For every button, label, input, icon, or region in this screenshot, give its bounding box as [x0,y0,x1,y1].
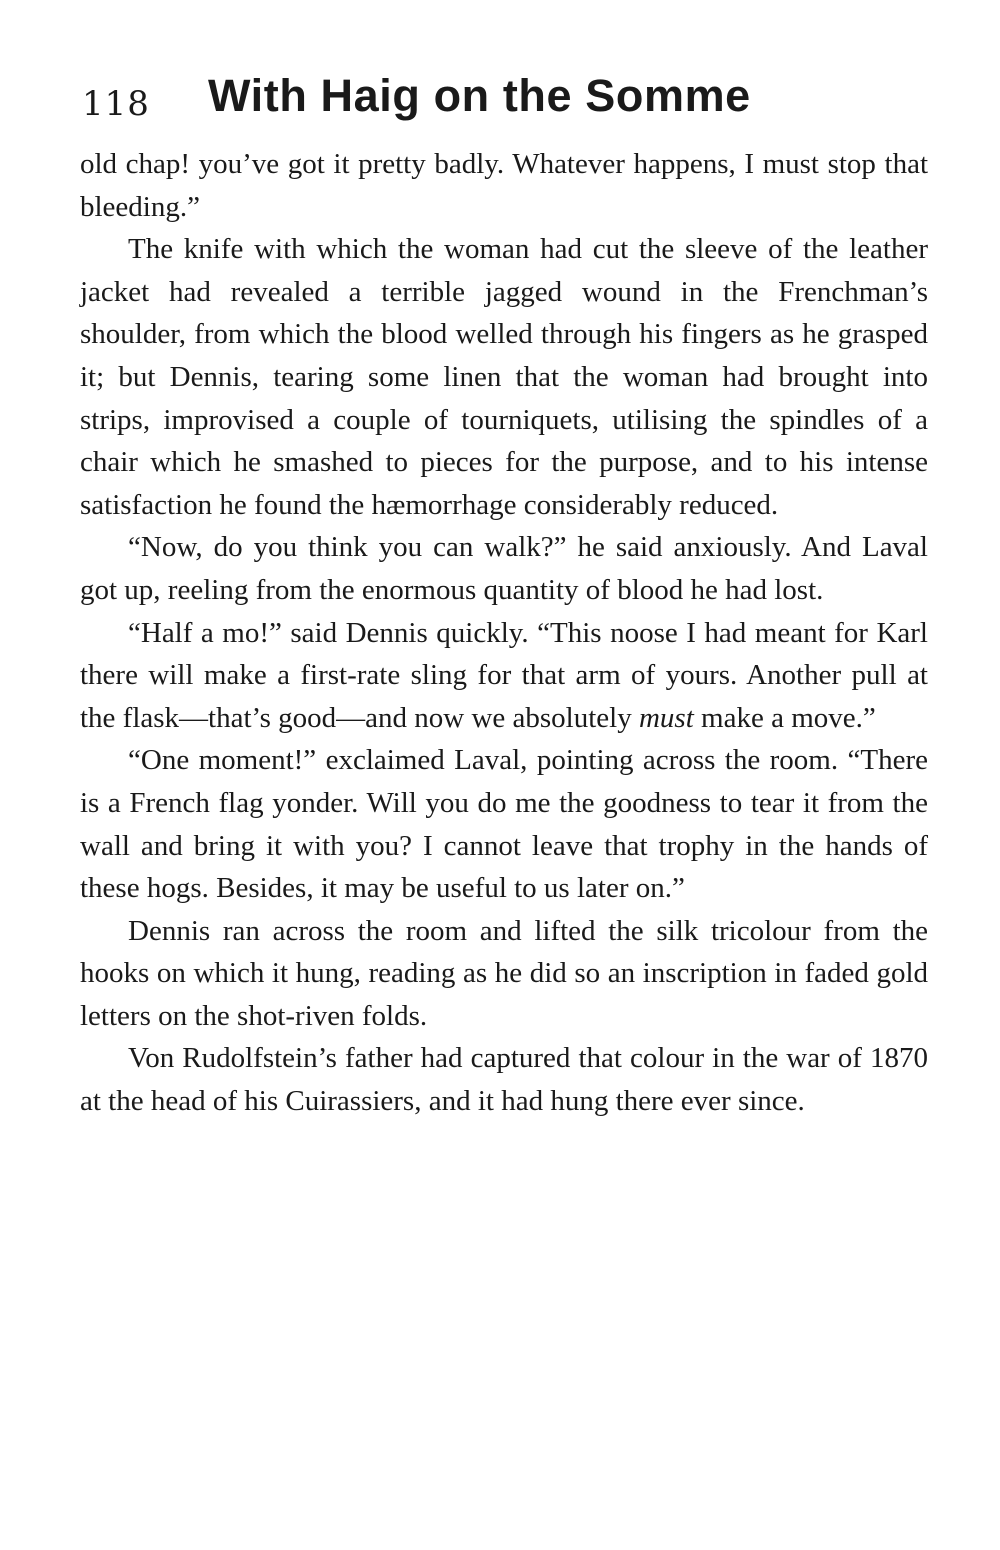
body-text [80,143,928,1123]
paragraph: “One moment!” exclaimed Laval, pointing across the room. “There is a French flag yonder. Will you do me the goodness to tear it from the wall and bring it with you? I cannot leave that trophy in the hands of these hogs. Besides, it may be useful to us later on.” [80,744,928,905]
paragraph: The knife with which the woman had cut the sleeve of the leather jacket had revealed a terrible jagged wound in the Frenchman’s shoulder, from which the blood welled through his fingers as he grasped it; but Dennis, tearing some linen that the woman had brought into strips, improvised a couple of tourniquets, utilising the spindles of a chair which he smashed to pieces for the purpose, and to his intense satisfaction he found the hæmorrhage considerably reduced. [80,233,928,521]
book-page [80,70,928,1123]
running-title: With Haig on the Somme [208,70,751,121]
paragraph [80,612,928,740]
paragraph-continued: old chap! you’ve got it pretty badly. Whatever happens, I must stop that bleeding.” [80,148,928,223]
paragraph: Von Rudolfstein’s father had captured that colour in the war of 1870 at the head of his Cuirassiers, and it had hung there ever since. [80,1042,928,1118]
page-header [80,70,928,130]
paragraph-text: “Half a mo!” said Dennis quickly. “This noose I had meant for Karl there will make a first-rate sling for that arm of yours. Another pull at the flask—that’s good—and now we absolutely [80,616,928,734]
emphasized-word: must [638,701,694,734]
paragraph: Dennis ran across the room and lifted the silk tricolour from the hooks on which it hung, reading as he did so an inscription in faded gold letters on the shot-riven folds. [80,914,928,1032]
page-number: 118 [82,84,150,124]
paragraph-text: make a move.” [693,701,876,734]
paragraph: “Now, do you think you can walk?” he said anxiously. And Laval got up, reeling from the enormous quantity of blood he had lost. [80,531,928,606]
